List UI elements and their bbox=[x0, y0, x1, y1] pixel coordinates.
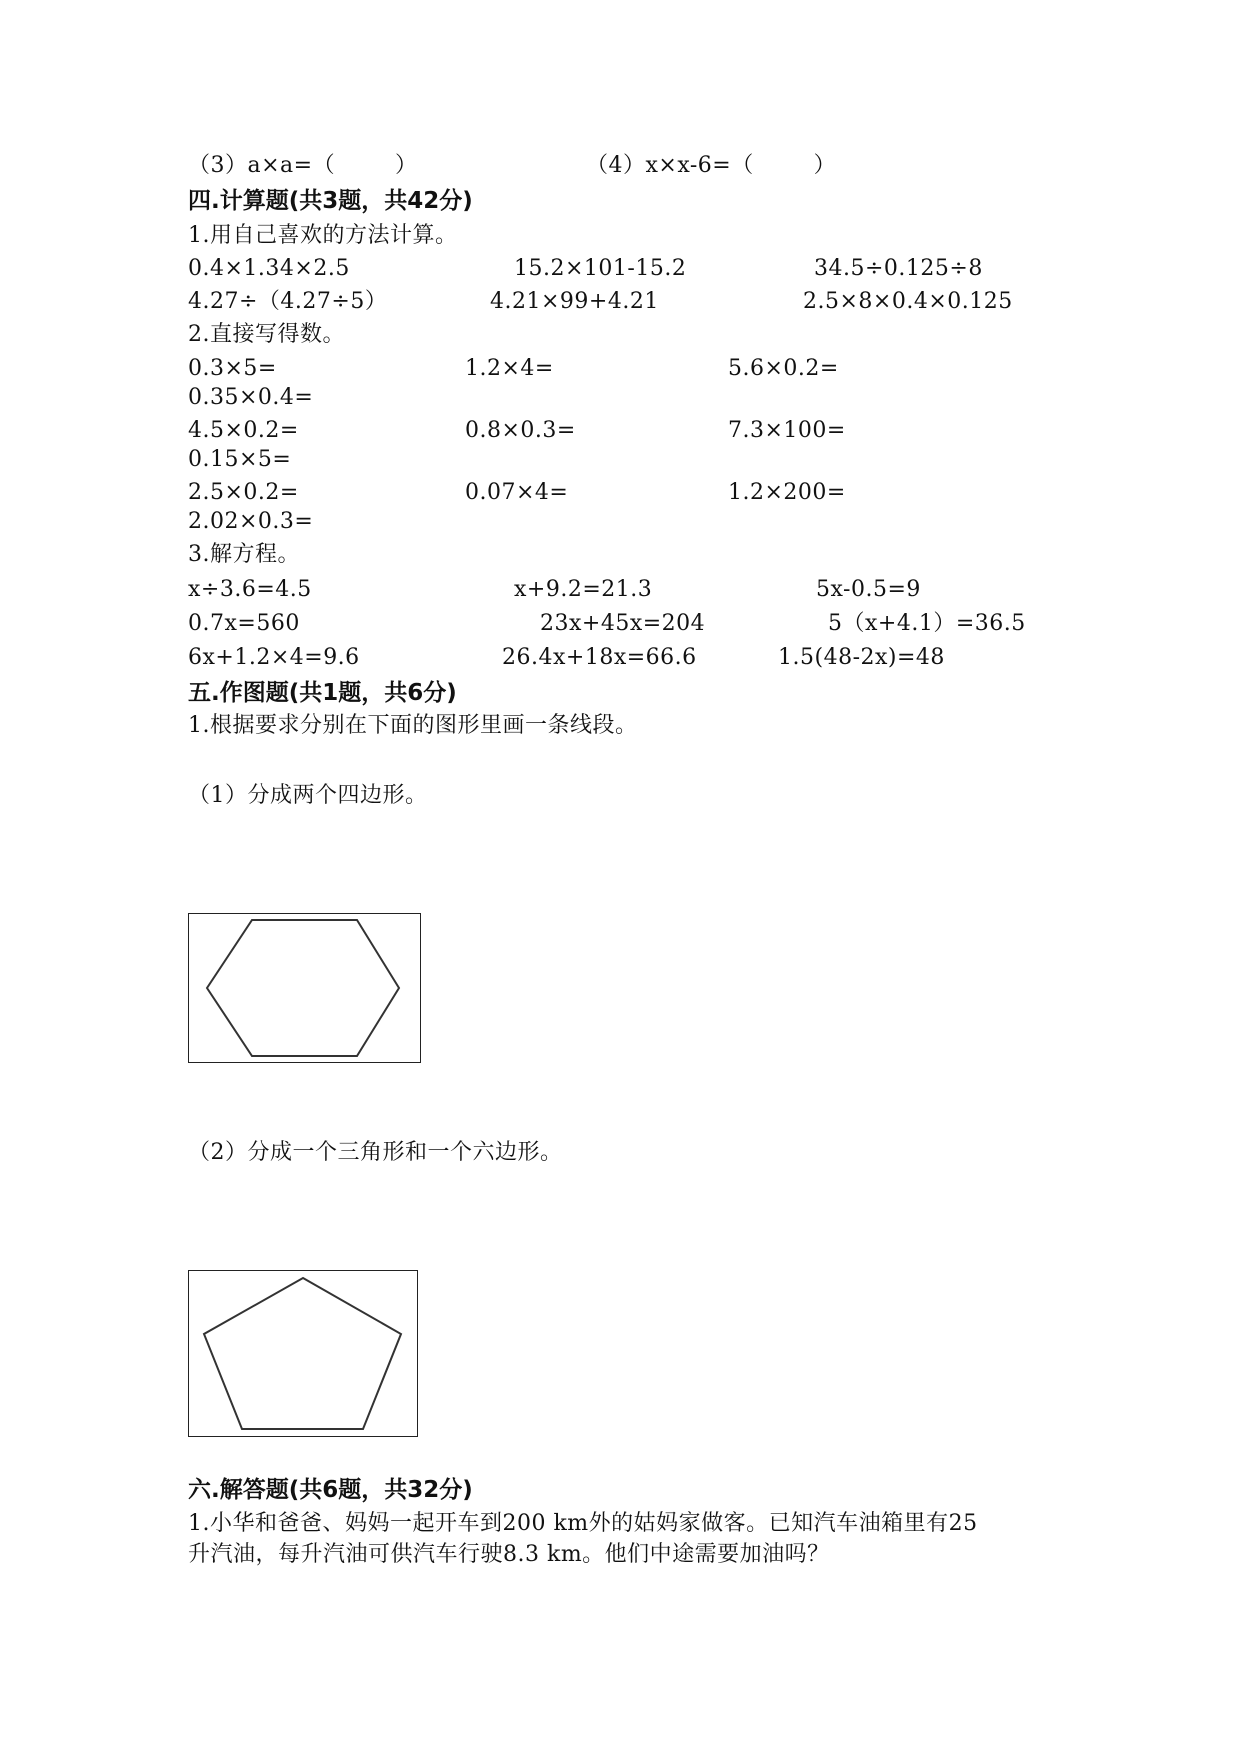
calc-item: 4.21×99+4.21 bbox=[490, 289, 659, 314]
calc-item: 34.5÷0.125÷8 bbox=[814, 256, 983, 281]
oral-calc-item: 2.02×0.3= bbox=[188, 509, 314, 534]
section-5-sub1: （1）分成两个四边形。 bbox=[188, 783, 428, 808]
calc-item: 15.2×101-15.2 bbox=[514, 256, 687, 281]
oral-calc-item: 0.8×0.3= bbox=[465, 418, 576, 443]
equation-item: 1.5(48-2x)=48 bbox=[778, 645, 945, 670]
section-4-q2-prompt: 2.直接写得数。 bbox=[188, 322, 345, 347]
calc-item: 4.27÷（4.27÷5） bbox=[188, 289, 388, 314]
pentagon-figure bbox=[188, 1270, 418, 1437]
calc-item: 2.5×8×0.4×0.125 bbox=[803, 289, 1013, 314]
equation-item: 5x-0.5=9 bbox=[816, 577, 921, 602]
hexagon-shape bbox=[189, 914, 420, 1062]
equation-item: 0.7x=560 bbox=[188, 611, 300, 636]
equation-item: x÷3.6=4.5 bbox=[188, 577, 312, 602]
hexagon-figure bbox=[188, 913, 421, 1063]
equation-item: 23x+45x=204 bbox=[540, 611, 706, 636]
section-6-q1-line2: 升汽油，每升汽油可供汽车行驶8.3 km。他们中途需要加油吗？ bbox=[188, 1542, 830, 1567]
equation-item: 5（x+4.1）=36.5 bbox=[828, 611, 1026, 636]
section-6-q1-line1: 1.小华和爸爸、妈妈一起开车到200 km外的姑妈家做客。已知汽车油箱里有25 bbox=[188, 1511, 978, 1536]
oral-calc-item: 7.3×100= bbox=[728, 418, 846, 443]
oral-calc-item: 5.6×0.2= bbox=[728, 356, 839, 381]
oral-calc-item: 0.07×4= bbox=[465, 480, 569, 505]
section-4-q1-prompt: 1.用自己喜欢的方法计算。 bbox=[188, 223, 458, 248]
calc-item: 0.4×1.34×2.5 bbox=[188, 256, 350, 281]
question-3-3: （3）a×a=（ ） bbox=[188, 153, 418, 178]
oral-calc-item: 0.15×5= bbox=[188, 447, 292, 472]
oral-calc-item: 1.2×200= bbox=[728, 480, 846, 505]
equation-item: 6x+1.2×4=9.6 bbox=[188, 645, 360, 670]
oral-calc-item: 0.3×5= bbox=[188, 356, 277, 381]
section-5-sub2: （2）分成一个三角形和一个六边形。 bbox=[188, 1140, 563, 1165]
oral-calc-item: 2.5×0.2= bbox=[188, 480, 299, 505]
oral-calc-item: 0.35×0.4= bbox=[188, 385, 314, 410]
section-5-q1-prompt: 1.根据要求分别在下面的图形里画一条线段。 bbox=[188, 713, 638, 738]
section-5-heading: 五.作图题(共1题，共6分) bbox=[188, 680, 457, 706]
oral-calc-item: 1.2×4= bbox=[465, 356, 554, 381]
section-4-heading: 四.计算题(共3题，共42分) bbox=[188, 188, 473, 214]
pentagon-shape bbox=[189, 1271, 417, 1436]
section-4-q3-prompt: 3.解方程。 bbox=[188, 542, 300, 567]
equation-item: 26.4x+18x=66.6 bbox=[502, 645, 697, 670]
equation-item: x+9.2=21.3 bbox=[514, 577, 653, 602]
oral-calc-item: 4.5×0.2= bbox=[188, 418, 299, 443]
section-6-heading: 六.解答题(共6题，共32分) bbox=[188, 1477, 473, 1503]
question-3-4: （4）x×x-6=（ ） bbox=[586, 153, 837, 178]
